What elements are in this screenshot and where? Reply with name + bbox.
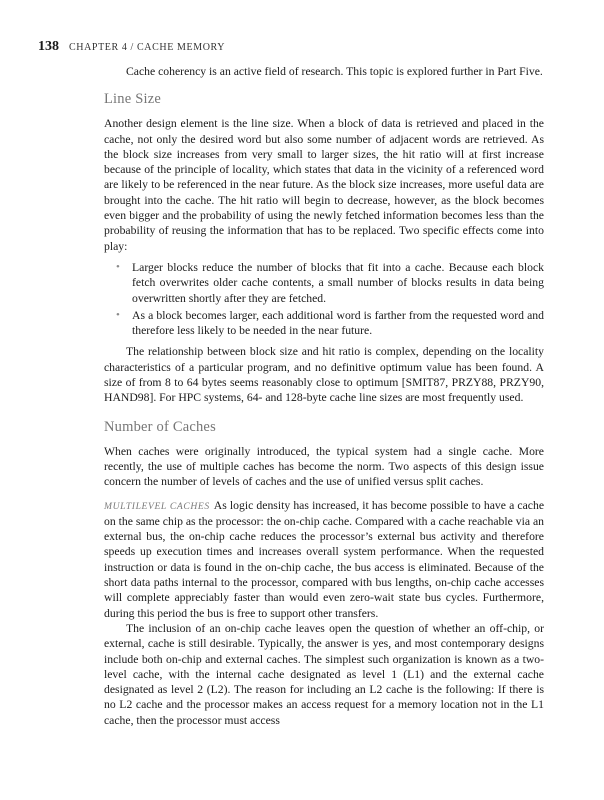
chapter-title: CHAPTER 4 / CACHE MEMORY [69, 42, 226, 53]
running-header [38, 37, 225, 53]
list-item [104, 260, 544, 306]
section-heading-line-size: Line Size [104, 91, 161, 108]
section-heading-number-of-caches: Number of Caches [104, 418, 216, 435]
body-text [104, 64, 544, 728]
multilevel-caches-paragraph [104, 498, 544, 621]
line-size-paragraph-2: The relationship between block size and hit ratio is complex, depending on the locality characteristics of a particular program, and no definitive optimum value has been found. A size of from 8 to 64 bytes seems reasonably close to optimum [SMIT87, PRZY88, PRZY90, HAND98]. For HPC systems, 64- and 128-byte cache line sizes are most frequently used. [104, 345, 544, 405]
multilevel-caches-text: As logic density has increased, it has become possible to have a cache on the same chip as the processor: the on-chip cache. Compared with a cache reachable via an external bus, the on-chip cache reduces the processor’s external bus activity and therefore speeds up execution times and increases overall system performance. When the requested instruction or data is found in the on-chip cache, the bus access is eliminated. Because of the short data paths internal to the processor, compared with bus lengths, on-chip cache accesses will complete appreciably faster than would even zero-wait state bus cycles. Furthermore, during this period the bus is free to support other transfers. [104, 498, 545, 620]
line-size-paragraph-1: Another design element is the line size. When a block of data is retrieved and placed in the cache, not only the desired word but also some number of adjacent words are retrieved. As the block size increases from very small to larger sizes, the hit ratio will at first increase because of the principle of locality, which states that data in the vicinity of a referenced word are likely to be referenced in the near future. As the block size increases, more useful data are brought into the cache. The hit ratio will begin to decrease, however, as the block becomes even bigger and the probability of using the newly fetched information becomes less than the probability of reusing the information that has to be replaced. Two specific effects come into play: [104, 117, 544, 253]
spacer [104, 490, 544, 498]
intro-paragraph: Cache coherency is an active field of research. This topic is explored further in Part Five. [126, 65, 543, 78]
list-item-text: Larger blocks reduce the number of blocks that fit into a cache. Because each block fetch overwrites older cache contents, a small number of blocks results in data being overwritten shortly after they are fetched. [132, 260, 544, 305]
number-of-caches-paragraph-1: When caches were originally introduced, the typical system had a single cache. More recently, the use of multiple caches has become the norm. Two aspects of this design issue concern the number of levels of caches and the use of unified versus split caches. [104, 444, 544, 489]
bullet-icon: • [116, 308, 120, 321]
multilevel-caches-label: MULTILEVEL CACHES [104, 500, 210, 512]
number-of-caches-paragraph-3: The inclusion of an on-chip cache leaves open the question of whether an off-chip, or external, cache is still desirable. Typically, the answer is yes, and most contemporary designs include both on-chip and external caches. The simplest such organization is known as a two-level cache, with the internal cache designated as level 1 (L1) and the external cache designated as level 2 (L2). The reason for including an L2 cache is the following: If there is no L2 cache and the processor makes an access request for a memory location not in the L1 cache, then the processor must access [104, 621, 544, 727]
effects-list [104, 260, 544, 338]
page-number: 138 [38, 39, 59, 54]
bullet-icon: • [116, 260, 120, 273]
list-item [104, 308, 544, 339]
list-item-text: As a block becomes larger, each additional word is farther from the requested word and therefore less likely to be needed in the near future. [132, 308, 544, 338]
